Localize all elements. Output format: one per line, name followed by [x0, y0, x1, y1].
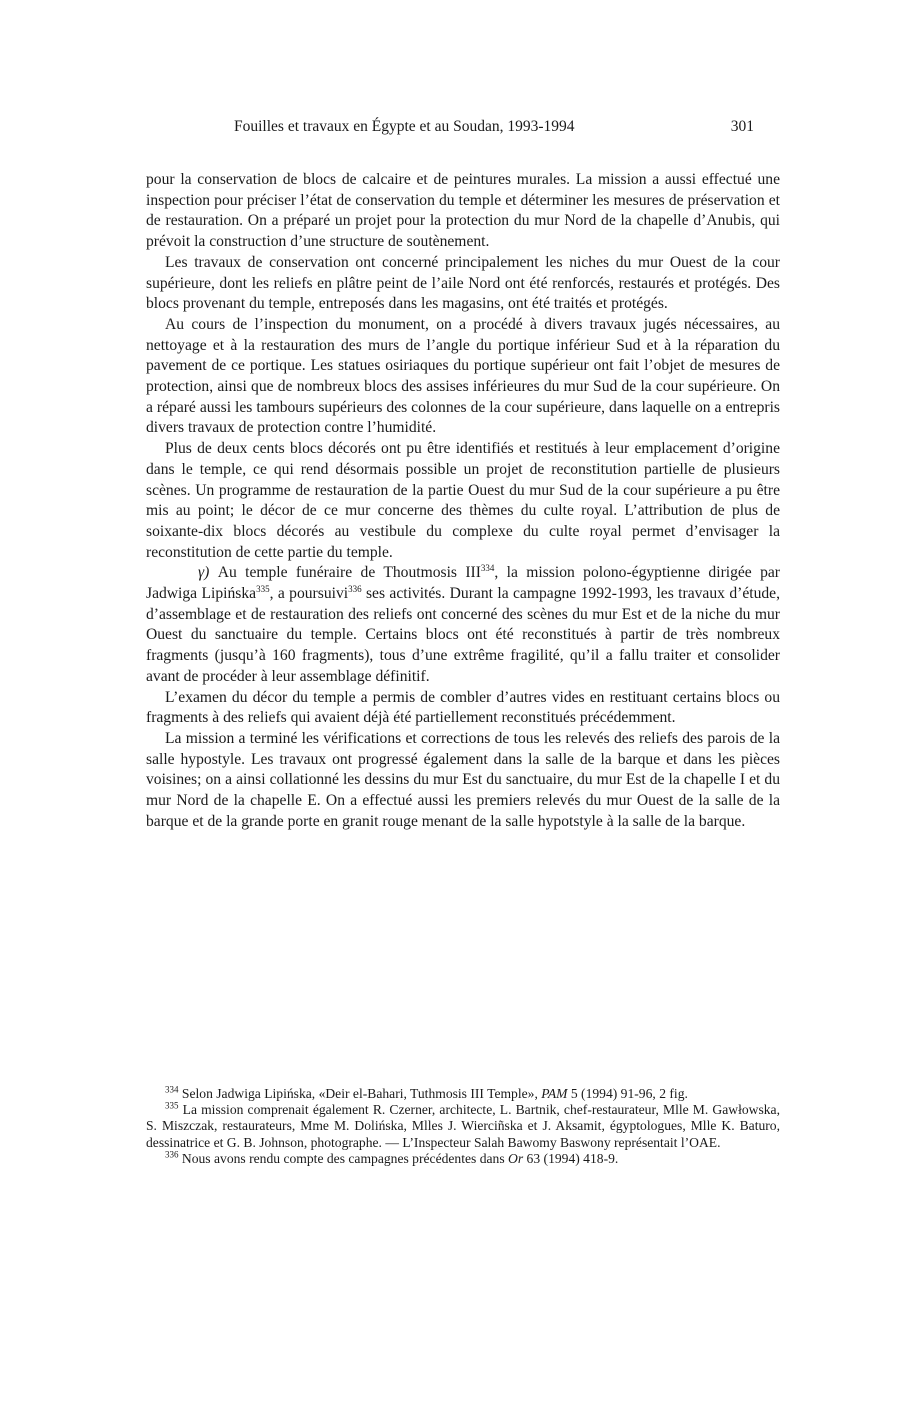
- footnote-ref-334[interactable]: 334: [480, 563, 495, 574]
- running-header: [234, 118, 754, 140]
- paragraph-4: Plus de deux cents blocs décorés ont pu être identifiés et restitués à leur emplacement d’origine dans le temple, ce qui rend désormais possible un projet de reconstitution partielle de plusieurs scènes. Un programme de restauration de la partie Ouest du mur Sud de la cour supérieure a pu être mis au point; le décor de ce mur concerne des thèmes du culte royal. L’attribution de plus de soixante-dix blocs décorés au vestibule du complexe du culte royal permet d’envisager la reconstitution de cette partie du temple.: [146, 440, 780, 561]
- footnote-text: 63 (1994) 418-9.: [523, 1150, 619, 1166]
- main-text: [146, 170, 780, 833]
- footnote-ref-336[interactable]: 336: [348, 583, 362, 594]
- paragraph-2: Les travaux de conservation ont concerné principalement les niches du mur Ouest de la cour supérieure, dont les reliefs en plâtre peint de l’aile Nord ont été renforcés, restaurés et protégés. Des blocs provenant du temple, entreposés dans les magasins, ont été traités et protégés.: [146, 253, 780, 313]
- paragraph-7: La mission a terminé les vérifications et corrections de tous les relevés des reliefs des parois de la salle hypostyle. Les travaux ont progressé également dans la salle de la barque et dans les pièces voisines; on a ainsi collationné les dessins du mur Est du sanctuaire, du mur Est de la chapelle I et du mur Nord de la chapelle E. On a effectué aussi les premiers relevés du mur Ouest de la salle de la barque et de la grande porte en granit rouge menant de la salle hypotstyle à la salle de la barque.: [146, 729, 780, 830]
- footnote-ref-335[interactable]: 335: [256, 583, 270, 594]
- paragraph-5-text-d: ses activités. Durant la campagne 1992-1993, les travaux d’étude, d’assemblage et de restauration des reliefs ont concerné des scènes du mur Est et de la niche du mur Ouest du sanctuaire du temple. Certains blocs ont été reconstitués à partir de très nombreux fragments (jusqu’à 160 fragments), tous d’une extrême fragilité, qu’il a fallu traiter et consolider avant de procéder à leur assemblage définitif.: [146, 585, 780, 685]
- running-title: Fouilles et travaux en Égypte et au Soudan, 1993-1994: [234, 118, 575, 135]
- paragraph-6: L’examen du décor du temple a permis de combler d’autres vides en restituant certains blocs ou fragments à des reliefs qui avaient déjà été partiellement reconstitués précédemment.: [146, 688, 780, 727]
- footnote-335: [146, 1102, 780, 1151]
- section-label: γ): [198, 564, 210, 582]
- footnote-number: 336: [165, 1149, 179, 1160]
- footnote-text: Nous avons rendu compte des campagnes précédentes dans: [178, 1150, 509, 1166]
- paragraph-1: pour la conservation de blocs de calcaire et de peintures murales. La mission a aussi effectué une inspection pour préciser l’état de conservation du temple et déterminer les mesures de préservation et de restauration. On a préparé un projet pour la protection du mur Nord de la chapelle d’Anubis, qui prévoit la construction d’une structure de soutènement.: [146, 171, 780, 251]
- paragraph-5-text-b: , la mission polono-égyptienne dirigée par Jadwiga Lipińska: [146, 564, 780, 603]
- paragraph-5-text-a: Au temple funéraire de Thoutmosis III: [209, 564, 481, 582]
- footnote-336: [146, 1151, 780, 1167]
- footnote-number: 335: [165, 1100, 179, 1111]
- footnote-text: 5 (1994) 91-96, 2 fig.: [567, 1086, 688, 1101]
- footnote-334: [146, 1086, 780, 1102]
- footnote-text: La mission comprenait également R. Czerner, architecte, L. Bartnik, chef-restaurateur, Mlle M. Gawłowska, S. Miszczak, restaurateurs, Mme M. Dolińska, Mlles J. Wierciñska et J. Aksamit, égyptologues, Mlle K. Baturo, dessinatrice et G. B. Johnson, photographe. — L’Inspecteur Salah Bawomy Baswony représentait l’OAE.: [146, 1102, 780, 1150]
- journal-abbrev: PAM: [541, 1086, 568, 1101]
- footnote-text: Selon Jadwiga Lipińska, «Deir el-Bahari, Tuthmosis III Temple»,: [178, 1086, 542, 1101]
- journal-abbrev: Or: [508, 1150, 524, 1166]
- page-number: 301: [730, 118, 754, 135]
- paragraph-3: Au cours de l’inspection du monument, on a procédé à divers travaux jugés nécessaires, au nettoyage et à la restauration des murs de l’angle du portique inférieur Sud et à la réparation du pavement de ce portique. Les statues osiriaques du portique supérieur ont fait l’objet de mesures de protection, ainsi que de nombreux blocs des assises inférieures du mur Sud de la cour supérieure. On a réparé aussi les tambours supérieurs des colonnes de la cour supérieure, dans laquelle on a entrepris divers travaux de protection contre l’humidité.: [146, 315, 780, 437]
- footnotes: [146, 1086, 780, 1167]
- footnote-number: 334: [165, 1084, 179, 1095]
- paragraph-5-text-c: , a poursuivi: [269, 585, 349, 603]
- paragraph-5: [146, 563, 780, 687]
